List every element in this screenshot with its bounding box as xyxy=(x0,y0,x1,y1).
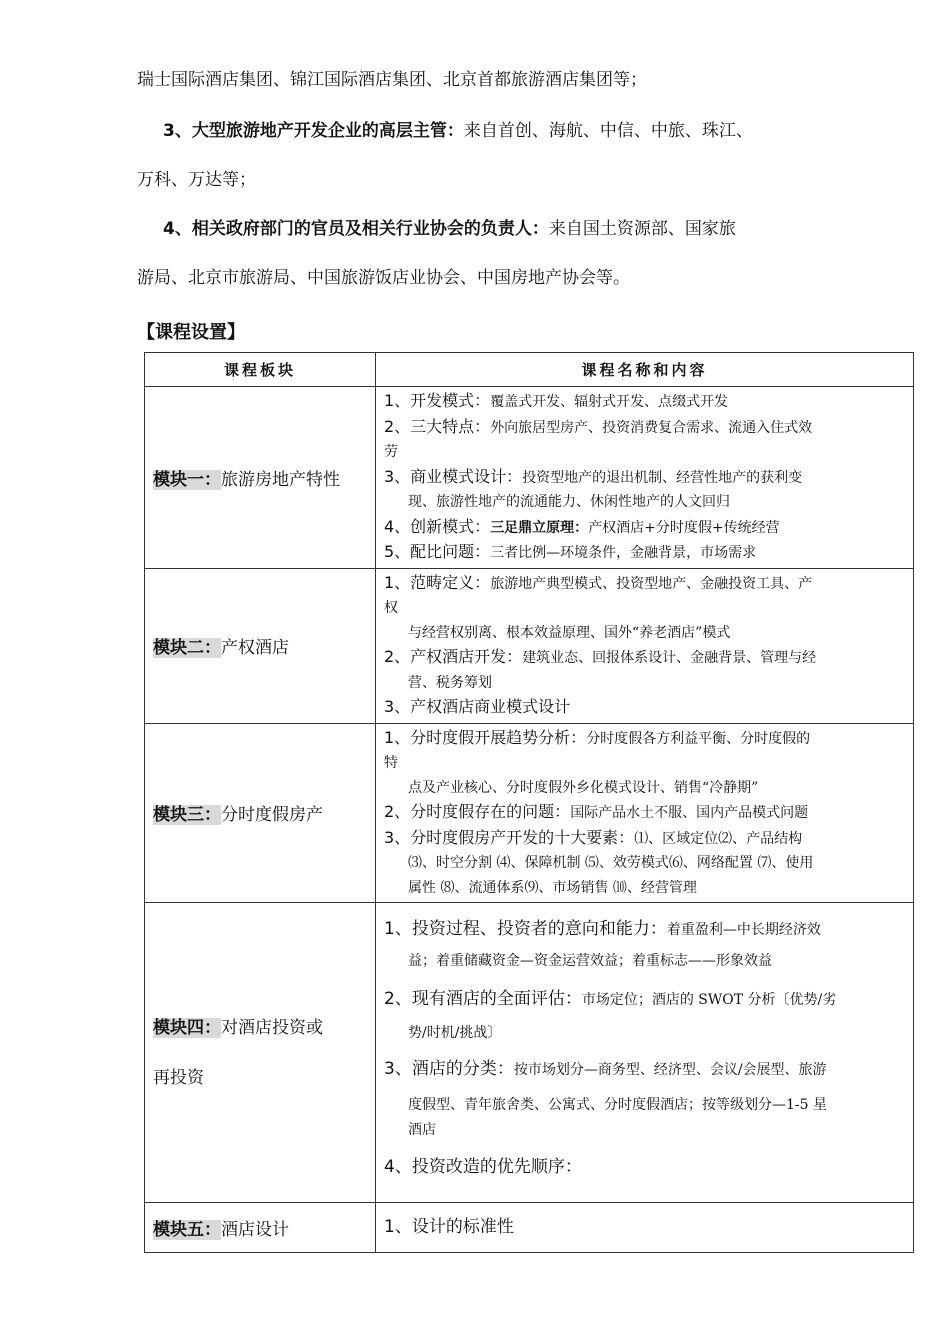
content-line xyxy=(384,826,905,852)
line-heading: 3、商业模式设计： xyxy=(384,466,523,486)
line-subheading: 三足鼎立原理： xyxy=(490,519,589,536)
line-text: 点及产业核心、分时度假外乡化模式设计、销售“冷静期” xyxy=(408,779,759,796)
module-cell xyxy=(145,568,376,723)
module-content xyxy=(376,1203,914,1253)
content-line xyxy=(384,1020,905,1046)
line-text: 投资型地产的退出机制、经营性地产的获利变 xyxy=(522,469,803,486)
table-header-row xyxy=(145,353,914,387)
content-line xyxy=(384,515,905,541)
content-line xyxy=(384,465,905,491)
line-text: 着重盈利—中长期经济效 xyxy=(666,922,821,938)
line-text: 按市场划分—商务型、经济型、会议/会展型、旅游 xyxy=(513,1062,827,1078)
line-text: 酒店 xyxy=(408,1122,436,1138)
table-row xyxy=(145,1203,914,1253)
line-text: 旅游地产典型模式、投资型地产、金融投资工具、产 xyxy=(490,575,813,592)
line-text: 劳 xyxy=(384,444,398,460)
content-line xyxy=(384,1118,905,1143)
line-heading: 1、开发模式： xyxy=(384,391,491,410)
line-text: 权 xyxy=(384,600,398,616)
content-line xyxy=(384,800,905,826)
line-heading: 1、范畴定义： xyxy=(384,572,491,592)
line-text: 市场定位；酒店的 SWOT 分析〔优势/劣 xyxy=(581,992,837,1008)
content-line xyxy=(384,389,905,415)
intro-item-4 xyxy=(163,219,863,239)
line-text: 外向旅居型房产、投资消费复合需求、流通入住式效 xyxy=(490,419,813,436)
line-text: 与经营权别离、根本效益原理、国外“养老酒店”模式 xyxy=(408,624,731,641)
module-content xyxy=(376,387,914,569)
table-row xyxy=(145,723,914,903)
content-line xyxy=(384,943,905,979)
content-line xyxy=(384,851,905,876)
intro-item-3-text: 来自首创、海航、中信、中旅、珠江、 xyxy=(463,121,753,141)
line-text: 现、旅游性地产的流通能力、休闲性地产的人文回归 xyxy=(408,494,730,510)
intro-item-3-cont: 万科、万达等； xyxy=(137,170,256,190)
content-line xyxy=(384,621,905,646)
course-table xyxy=(144,352,914,1253)
content-line xyxy=(384,1215,905,1241)
content-line xyxy=(384,776,905,801)
content-line xyxy=(384,645,905,671)
content-line xyxy=(384,571,905,597)
line-text: 产权酒店+分时度假+传统经营 xyxy=(588,519,780,536)
module-cell xyxy=(145,1203,376,1253)
content-line xyxy=(384,751,905,776)
line-text: 覆盖式开发、辐射式开发、点缀式开发 xyxy=(490,394,729,410)
line-text: 特 xyxy=(384,755,398,771)
section-title: 【课程设置】 xyxy=(137,322,245,343)
module-label: 模块二： xyxy=(153,638,221,658)
line-heading: 1、设计的标准性 xyxy=(384,1216,514,1237)
line-heading: 2、三大特点： xyxy=(384,416,491,436)
header-module: 课程板块 xyxy=(145,353,376,387)
module-name: 产权酒店 xyxy=(221,638,289,658)
line-heading: 3、酒店的分类： xyxy=(384,1059,514,1079)
header-content: 课程名称和内容 xyxy=(376,353,914,387)
module-cell xyxy=(145,387,376,569)
line-text: ⑶、时空分割 ⑷、保障机制 ⑸、效劳模式⑹、网络配置 ⑺、使用 xyxy=(408,855,814,871)
line-text: 国际产品水土不服、国内产品模式问题 xyxy=(570,805,809,821)
module-label: 模块一： xyxy=(153,469,221,490)
module-name: 酒店设计 xyxy=(221,1220,289,1240)
table-row xyxy=(145,903,914,1203)
line-text: 益；着重储藏资金—资金运营效益；着重标志——形象效益 xyxy=(408,953,772,969)
intro-item-3 xyxy=(163,121,863,141)
intro-line-1: 瑞士国际酒店集团、锦江国际酒店集团、北京首都旅游酒店集团等； xyxy=(137,70,647,90)
content-line xyxy=(384,695,905,721)
module-content xyxy=(376,903,914,1203)
content-line xyxy=(384,1046,905,1093)
module-label: 模块五： xyxy=(153,1220,221,1240)
content-line xyxy=(384,917,905,943)
content-line xyxy=(384,440,905,465)
line-text: 属性 ⑻、流通体系⑼、市场销售 ⑽、经营管理 xyxy=(408,879,697,896)
intro-item-3-label: 3、大型旅游地产开发企业的高层主管： xyxy=(163,121,464,141)
content-line xyxy=(384,1143,905,1192)
module-name: 旅游房地产特性 xyxy=(221,469,340,490)
content-line xyxy=(384,415,905,441)
content-line xyxy=(384,490,905,515)
line-text: 度假型、青年旅舍类、公寓式、分时度假酒店；按等级划分—1-5 星 xyxy=(408,1097,827,1113)
module-cell xyxy=(145,903,376,1203)
line-heading: 2、现有酒店的全面评估： xyxy=(384,989,582,1009)
content-line xyxy=(384,671,905,696)
intro-item-4-text: 来自国土资源部、国家旅 xyxy=(548,219,736,239)
module-content xyxy=(376,723,914,903)
module-name: 分时度假房产 xyxy=(221,805,323,826)
line-heading: 1、分时度假开展趋势分析： xyxy=(384,727,587,747)
line-text: ⑴、区域定位⑵、产品结构 xyxy=(634,830,803,847)
module-name: 对酒店投资或 xyxy=(221,1017,323,1038)
intro-item-4-label: 4、相关政府部门的官员及相关行业协会的负责人： xyxy=(163,219,549,239)
content-line xyxy=(384,596,905,621)
line-text: 三者比例—环境条件，金融背景，市场需求 xyxy=(490,545,757,561)
table-row xyxy=(145,387,914,569)
line-heading: 5、配比问题： xyxy=(384,542,491,561)
content-line xyxy=(384,979,905,1020)
line-heading: 4、投资改造的优先顺序： xyxy=(384,1157,582,1177)
content-line xyxy=(384,1093,905,1118)
line-heading: 2、分时度假存在的问题： xyxy=(384,802,571,821)
line-text: 营、税务筹划 xyxy=(408,674,492,691)
module-label: 模块三： xyxy=(153,805,221,826)
content-line xyxy=(384,726,905,752)
module-name-cont: 再投资 xyxy=(153,1067,204,1088)
line-heading: 2、产权酒店开发： xyxy=(384,647,523,666)
line-text: 建筑业态、回报体系设计、金融背景、管理与经 xyxy=(522,650,817,666)
module-label: 模块四： xyxy=(153,1017,221,1038)
module-content xyxy=(376,568,914,723)
line-heading: 3、产权酒店商业模式设计 xyxy=(384,697,571,716)
content-line xyxy=(384,876,905,901)
line-text: 势/时机/挑战〕 xyxy=(408,1025,502,1041)
content-line xyxy=(384,540,905,566)
module-cell xyxy=(145,723,376,903)
line-heading: 4、创新模式： xyxy=(384,516,491,536)
line-heading: 3、分时度假房产开发的十大要素： xyxy=(384,827,635,847)
line-heading: 1、投资过程、投资者的意向和能力： xyxy=(384,919,667,939)
table-row xyxy=(145,568,914,723)
line-text: 分时度假各方利益平衡、分时度假的 xyxy=(586,730,811,747)
intro-item-4-cont: 游局、北京市旅游局、中国旅游饭店业协会、中国房地产协会等。 xyxy=(137,268,630,288)
